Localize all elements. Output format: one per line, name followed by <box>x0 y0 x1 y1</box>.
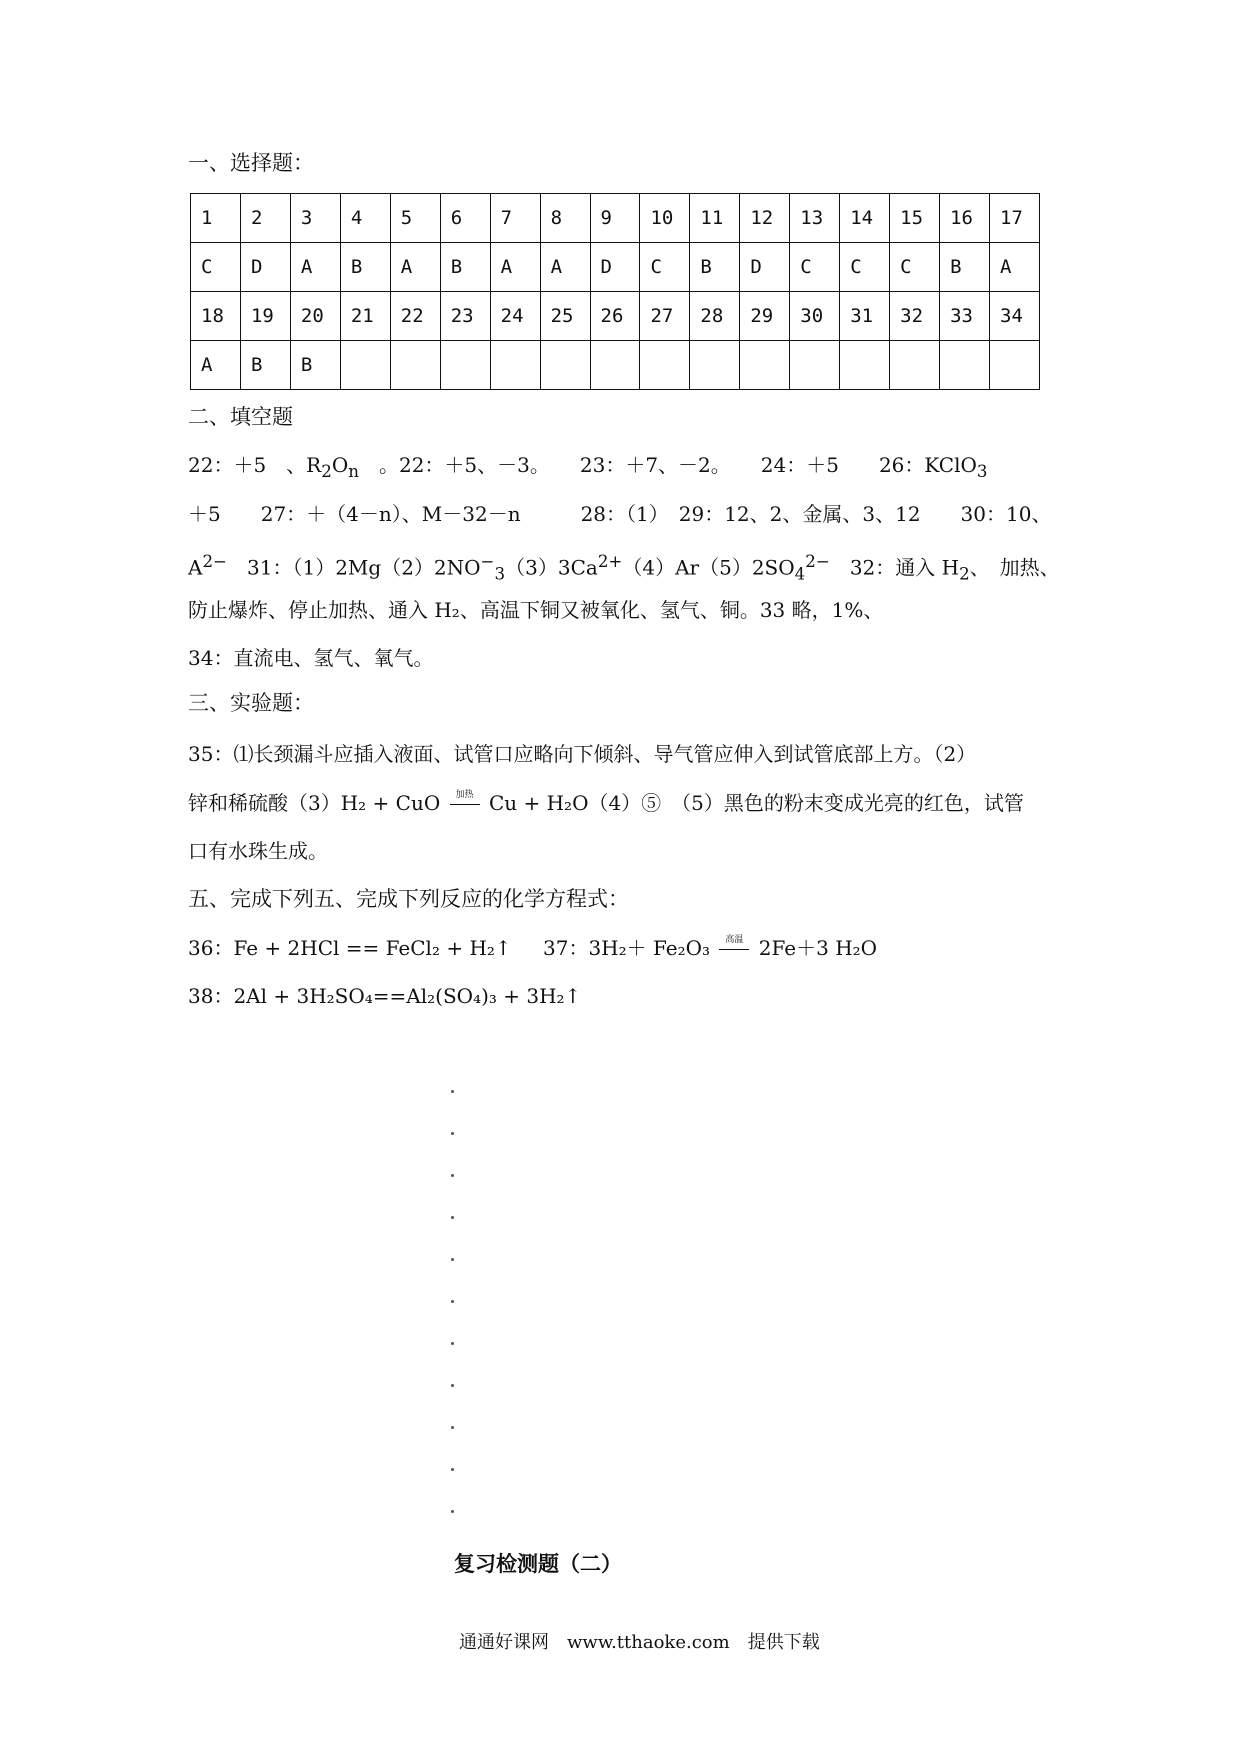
table-cell: 25 <box>540 292 590 341</box>
table-cell <box>590 341 640 390</box>
subscript: n <box>348 462 359 481</box>
table-cell: 2 <box>240 194 290 243</box>
table-cell: 10 <box>640 194 690 243</box>
dot <box>451 1384 454 1387</box>
equation-38: 38：2Al + 3H₂SO₄==Al₂(SO₄)₃ + 3H₂↑ <box>188 984 582 1008</box>
dot <box>451 1174 454 1177</box>
text-span: 32：通入 H <box>829 555 960 580</box>
table-cell: 34 <box>990 292 1040 341</box>
table-cell: A <box>990 243 1040 292</box>
dot <box>451 1132 454 1135</box>
fill-line-4: 防止爆炸、停止加热、通入 H₂、高温下铜又被氧化、氢气、铜。33 略，1%、 <box>188 598 884 622</box>
table-cell: D <box>740 243 790 292</box>
table-cell <box>890 341 940 390</box>
dot <box>451 1342 454 1345</box>
table-cell: 12 <box>740 194 790 243</box>
table-cell: B <box>340 243 390 292</box>
equation-36: 36：Fe + 2HCl == FeCl₂ + H₂↑ <box>188 936 512 960</box>
table-cell: C <box>790 243 840 292</box>
superscript: 2− <box>805 552 830 571</box>
subscript: 3 <box>976 462 988 481</box>
superscript: 2+ <box>597 552 623 571</box>
table-cell <box>990 341 1040 390</box>
table-row <box>191 341 1040 390</box>
dot <box>451 1468 454 1471</box>
text-span: 31：（1）2Mg（2）2NO <box>227 555 481 580</box>
table-cell: B <box>240 341 290 390</box>
table-cell <box>540 341 590 390</box>
table-cell: 29 <box>740 292 790 341</box>
text-span: Cu + H₂O（4）⑤ （5）黑色的粉末变成光亮的红色，试管 <box>482 791 1024 815</box>
table-cell <box>340 341 390 390</box>
experiment-heading: 三、实验题： <box>188 691 314 715</box>
fill-heading: 二、填空题 <box>188 405 293 429</box>
table-row <box>191 243 1040 292</box>
table-cell: A <box>290 243 340 292</box>
text-span: O <box>331 453 349 477</box>
table-row <box>191 292 1040 341</box>
dot <box>451 1258 454 1261</box>
dot <box>451 1090 454 1093</box>
dot-leader <box>451 1090 454 1552</box>
dot <box>451 1426 454 1429</box>
table-cell: 32 <box>890 292 940 341</box>
table-cell: A <box>390 243 440 292</box>
table-cell <box>440 341 490 390</box>
table-cell: C <box>890 243 940 292</box>
table-cell <box>390 341 440 390</box>
table-cell: 26 <box>590 292 640 341</box>
table-cell: 33 <box>940 292 990 341</box>
table-cell: D <box>590 243 640 292</box>
table-cell <box>740 341 790 390</box>
fill-line-5: 34：直流电、氢气、氧气。 <box>188 646 434 670</box>
table-cell: 6 <box>440 194 490 243</box>
table-cell <box>940 341 990 390</box>
subscript: 4 <box>794 564 806 584</box>
table-cell: 5 <box>390 194 440 243</box>
table-cell <box>490 341 540 390</box>
footer-credit: 通通好课网 www.tthaoke.com 提供下载 <box>459 1632 820 1653</box>
table-cell: B <box>290 341 340 390</box>
table-cell: B <box>440 243 490 292</box>
table-cell: 23 <box>440 292 490 341</box>
experiment-line-2 <box>188 790 1024 816</box>
table-cell: 7 <box>490 194 540 243</box>
dot <box>451 1510 454 1513</box>
text-span: 锌和稀硫酸（3）H₂ + CuO <box>188 791 447 815</box>
dot <box>451 1216 454 1219</box>
table-cell <box>840 341 890 390</box>
table-cell: 16 <box>940 194 990 243</box>
fill-line-1 <box>188 452 988 485</box>
table-cell: C <box>840 243 890 292</box>
subscript: 3 <box>494 564 506 584</box>
text-span: （3）3Ca <box>505 555 598 580</box>
table-cell: 24 <box>490 292 540 341</box>
table-cell: 22 <box>390 292 440 341</box>
table-cell <box>640 341 690 390</box>
table-cell: 4 <box>340 194 390 243</box>
answer-table <box>190 193 1040 390</box>
table-cell: 9 <box>590 194 640 243</box>
table-cell: 27 <box>640 292 690 341</box>
table-cell: 1 <box>191 194 241 243</box>
subscript: 2 <box>959 564 970 584</box>
fill-line-2: ＋5 27：＋（4－n）、M－32－n 28：（1） 29：12、2、金属、3、12 30：10、 <box>188 502 1052 526</box>
condition-label: 加热 <box>455 790 474 800</box>
text-span: （4）Ar（5）2SO <box>622 555 795 580</box>
superscript: 2− <box>202 552 228 571</box>
table-cell: 19 <box>240 292 290 341</box>
table-cell: 17 <box>990 194 1040 243</box>
text-span: 22：＋5 、R <box>188 453 322 477</box>
page-title: 复习检测题（二） <box>454 1551 622 1576</box>
table-cell: D <box>240 243 290 292</box>
table-cell: A <box>490 243 540 292</box>
table-cell: 28 <box>690 292 740 341</box>
table-cell: 3 <box>290 194 340 243</box>
table-cell: 14 <box>840 194 890 243</box>
table-cell: 18 <box>191 292 241 341</box>
subscript: 2 <box>321 462 332 481</box>
condition-label: 高温 <box>725 935 744 945</box>
table-cell: 8 <box>540 194 590 243</box>
fill-line-3 <box>188 549 1060 588</box>
table-cell: 21 <box>340 292 390 341</box>
equation-heading: 五、完成下列五、完成下列反应的化学方程式： <box>188 887 629 911</box>
table-cell: C <box>191 243 241 292</box>
table-cell <box>690 341 740 390</box>
superscript: − <box>480 552 495 571</box>
table-cell: 30 <box>790 292 840 341</box>
table-cell: B <box>690 243 740 292</box>
text-span: 。22：＋5、－3。 23：＋7、－2。 24：＋5 26：KClO <box>358 453 977 477</box>
reaction-condition <box>716 935 752 961</box>
table-cell: 15 <box>890 194 940 243</box>
table-cell: C <box>640 243 690 292</box>
table-cell: 31 <box>840 292 890 341</box>
text-span: A <box>188 555 203 580</box>
equation-37 <box>543 935 877 961</box>
table-cell <box>790 341 840 390</box>
text-span: 、 加热、 <box>969 555 1060 580</box>
dot <box>451 1300 454 1303</box>
table-cell: 20 <box>290 292 340 341</box>
table-cell: A <box>540 243 590 292</box>
choice-heading: 一、选择题： <box>188 151 314 175</box>
reaction-condition <box>447 790 483 816</box>
experiment-line-3: 口有水珠生成。 <box>188 839 328 863</box>
table-cell: 13 <box>790 194 840 243</box>
experiment-line-1: 35：⑴长颈漏斗应插入液面、试管口应略向下倾斜、导气管应伸入到试管底部上方。（2） <box>188 742 977 766</box>
table-cell: A <box>191 341 241 390</box>
text-span: 37：3H₂＋ Fe₂O₃ <box>543 936 717 960</box>
table-cell: 11 <box>690 194 740 243</box>
table-cell: B <box>940 243 990 292</box>
text-span: 2Fe＋3 H₂O <box>752 936 878 960</box>
table-row <box>191 194 1040 243</box>
